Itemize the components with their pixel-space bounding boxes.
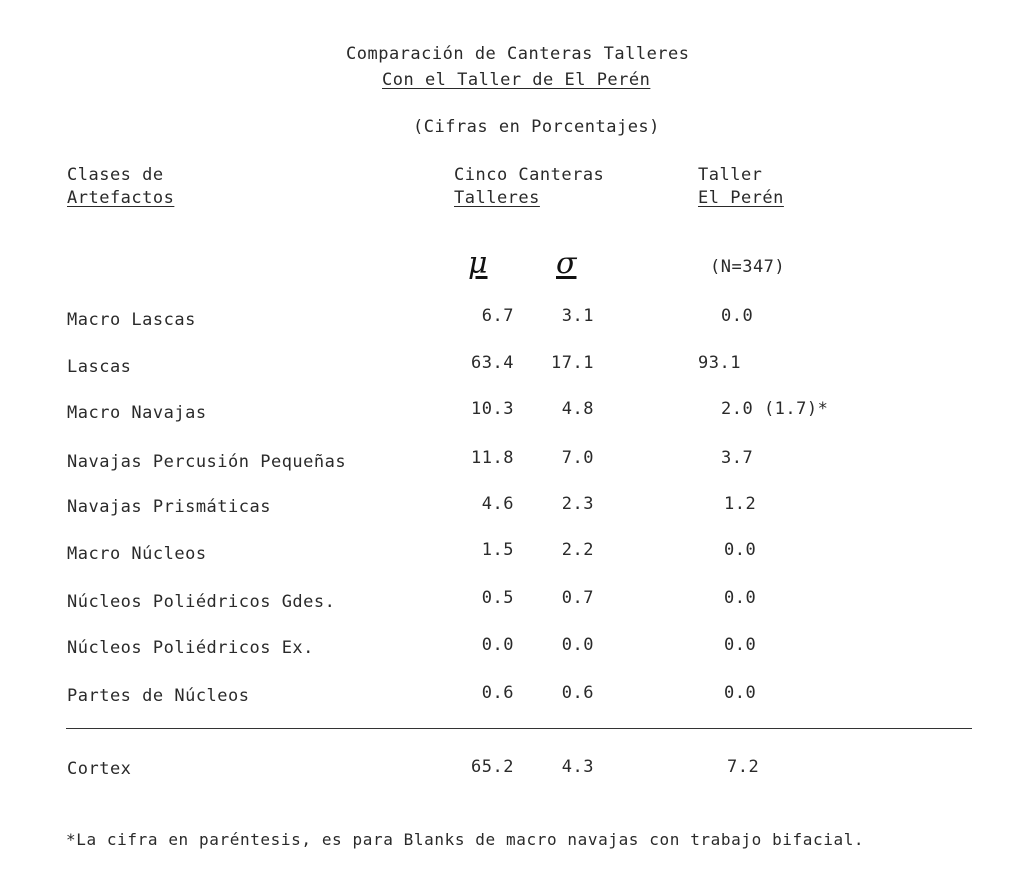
row-peren: 0.0 [721,306,754,326]
row-label: Navajas Percusión Pequeñas [67,452,347,472]
cortex-sigma: 4.3 [561,757,594,777]
row-sigma: 7.0 [561,448,594,468]
row-mu: 0.5 [481,588,514,608]
mu-symbol: μ [468,246,488,281]
row-peren: 3.7 [721,448,754,468]
row-peren: 0.0 [724,635,757,655]
row-label: Lascas [67,357,132,377]
subtitle: (Cifras en Porcentajes) [413,117,660,137]
row-sigma: 0.6 [561,683,594,703]
row-mu: 10.3 [471,399,514,419]
row-sigma: 2.2 [561,540,594,560]
title-line-1: Comparación de Canteras Talleres [346,44,690,64]
cortex-mu: 65.2 [471,757,514,777]
row-peren: 93.1 [698,353,741,373]
row-peren: 2.0 (1.7)* [721,399,829,419]
row-label: Macro Núcleos [67,544,207,564]
row-label: Navajas Prismáticas [67,497,271,517]
row-label: Núcleos Poliédricos Gdes. [67,592,336,612]
col-canteras-header-line-1: Cinco Canteras [454,165,605,185]
title-line-2: Con el Taller de El Perén [382,70,651,90]
row-sigma: 0.0 [561,635,594,655]
row-mu: 63.4 [471,353,514,373]
table-divider [66,728,972,729]
row-label: Partes de Núcleos [67,686,250,706]
row-mu: 11.8 [471,448,514,468]
row-mu: 4.6 [481,494,514,514]
col-class-header-line-2: Artefactos [67,188,175,208]
row-mu: 1.5 [481,540,514,560]
row-mu: 0.6 [481,683,514,703]
row-peren: 0.0 [724,683,757,703]
row-peren: 0.0 [724,540,757,560]
sigma-symbol: σ [556,246,577,281]
row-mu: 6.7 [481,306,514,326]
col-class-header-line-1: Clases de [67,165,164,185]
row-sigma: 4.8 [561,399,594,419]
row-sigma: 2.3 [561,494,594,514]
row-peren: 1.2 [724,494,757,514]
cortex-peren: 7.2 [727,757,760,777]
row-label: Núcleos Poliédricos Ex. [67,638,314,658]
row-mu: 0.0 [481,635,514,655]
col-peren-header-line-2: El Perén [698,188,784,208]
row-sigma: 17.1 [551,353,594,373]
cortex-label: Cortex [67,759,132,779]
row-peren: 0.0 [724,588,757,608]
row-label: Macro Lascas [67,310,196,330]
row-label: Macro Navajas [67,403,207,423]
row-sigma: 0.7 [561,588,594,608]
col-peren-header-line-1: Taller [698,165,763,185]
n-label: (N=347) [710,257,786,277]
col-canteras-header-line-2: Talleres [454,188,540,208]
row-sigma: 3.1 [561,306,594,326]
footnote: *La cifra en paréntesis, es para Blanks de macro navajas con trabajo bifacial. [66,830,865,849]
